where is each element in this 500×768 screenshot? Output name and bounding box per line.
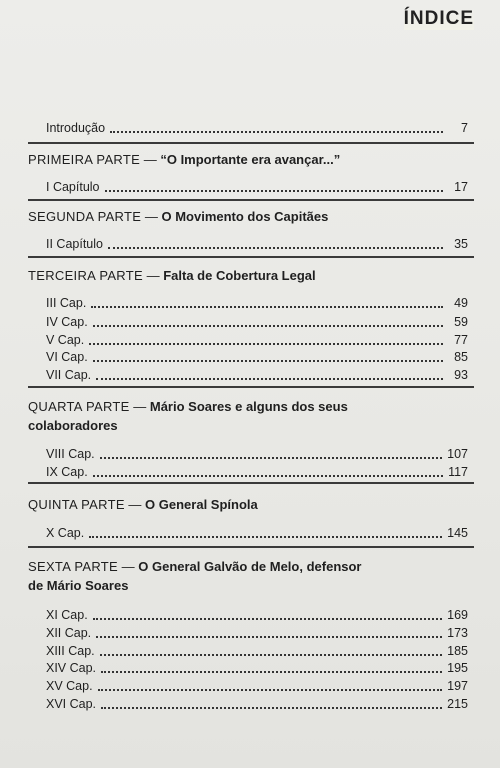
chapter-entry — [46, 292, 468, 310]
chapter-label: VII Cap. — [46, 368, 92, 382]
chapter-entry — [46, 176, 468, 194]
dot-leader — [93, 617, 442, 620]
chapter-page: 85 — [454, 350, 468, 364]
part-title: Mário Soares e alguns dos seus — [149, 399, 348, 414]
chapter-entry — [46, 311, 468, 329]
dot-leader — [93, 324, 443, 327]
part-title: O General Galvão de Melo, defensor — [138, 559, 362, 574]
chapter-entry — [46, 233, 468, 251]
chapter-entry — [46, 604, 468, 622]
dot-leader — [110, 130, 443, 133]
dot-leader — [89, 342, 443, 345]
dot-leader — [100, 456, 443, 459]
chapter-entry — [46, 364, 468, 382]
chapter-label: II Capítulo — [46, 237, 103, 251]
part-title-line2: colaboradores — [28, 418, 118, 433]
chapter-label: XII Cap. — [46, 626, 92, 640]
part-heading — [28, 557, 474, 595]
chapter-page: 117 — [448, 465, 468, 479]
chapter-entry — [46, 657, 468, 675]
chapter-label: XI Cap. — [46, 608, 88, 622]
dot-leader — [101, 670, 442, 673]
chapter-label: XVI Cap. — [46, 697, 97, 711]
intro-label: Introdução — [46, 121, 106, 135]
chapter-entry — [46, 675, 468, 693]
chapter-page: 17 — [454, 180, 468, 194]
dot-leader — [96, 377, 443, 380]
chapter-label: X Cap. — [46, 526, 85, 540]
section-rule — [28, 386, 474, 388]
dot-leader — [96, 635, 442, 638]
chapter-page: 195 — [447, 661, 468, 675]
dot-leader — [93, 474, 443, 477]
chapter-page: 49 — [454, 296, 468, 310]
part-heading — [28, 397, 474, 435]
chapter-entry — [46, 346, 468, 364]
dot-leader — [89, 535, 442, 538]
chapter-entry — [46, 693, 468, 711]
chapter-entry — [46, 522, 468, 540]
dot-leader — [93, 359, 443, 362]
part-title: “O Importante era avançar...” — [160, 152, 341, 167]
chapter-page: 35 — [454, 237, 468, 251]
section-rule — [28, 142, 474, 144]
chapter-label: III Cap. — [46, 296, 87, 310]
chapter-page: 93 — [454, 368, 468, 382]
part-dash: — — [133, 399, 147, 414]
chapter-label: VI Cap. — [46, 350, 88, 364]
chapter-label: V Cap. — [46, 333, 85, 347]
part-dash: — — [121, 559, 135, 574]
chapter-label: I Capítulo — [46, 180, 100, 194]
part-dash: — — [128, 497, 142, 512]
dot-leader — [91, 305, 443, 308]
dot-leader — [108, 246, 443, 249]
chapter-label: VIII Cap. — [46, 447, 95, 461]
chapter-label: XIV Cap. — [46, 661, 97, 675]
dot-leader — [98, 688, 443, 691]
part-heading — [28, 207, 474, 226]
part-heading — [28, 150, 474, 169]
intro-page: 7 — [461, 121, 468, 135]
chapter-entry — [46, 640, 468, 658]
part-dash: — — [144, 209, 158, 224]
chapter-page: 215 — [447, 697, 468, 711]
part-label: SEXTA PARTE — [28, 559, 118, 574]
dot-leader — [100, 653, 443, 656]
section-rule — [28, 546, 474, 548]
part-label: SEGUNDA PARTE — [28, 209, 142, 224]
part-dash: — — [146, 268, 160, 283]
chapter-page: 107 — [447, 447, 468, 461]
dot-leader — [101, 706, 442, 709]
chapter-page: 77 — [454, 333, 468, 347]
part-label: QUINTA PARTE — [28, 497, 125, 512]
part-title: O General Spínola — [145, 497, 258, 512]
index-title — [404, 8, 474, 30]
chapter-entry — [46, 443, 468, 461]
chapter-label: XV Cap. — [46, 679, 93, 693]
part-heading — [28, 495, 474, 514]
dot-leader — [105, 189, 443, 192]
index-title-text: ÍNDICE — [403, 8, 474, 29]
part-title-line2: de Mário Soares — [28, 578, 129, 593]
part-dash: — — [143, 152, 157, 167]
section-rule — [28, 256, 474, 258]
chapter-entry — [46, 329, 468, 347]
part-label: QUARTA PARTE — [28, 399, 130, 414]
chapter-entry — [46, 461, 468, 479]
chapter-page: 173 — [447, 626, 468, 640]
chapter-label: XIII Cap. — [46, 644, 95, 658]
chapter-label: IV Cap. — [46, 315, 88, 329]
part-heading — [28, 266, 474, 285]
part-title: Falta de Cobertura Legal — [163, 268, 316, 283]
chapter-page: 59 — [454, 315, 468, 329]
part-label: PRIMEIRA PARTE — [28, 152, 141, 167]
chapter-page: 185 — [447, 644, 468, 658]
chapter-label: IX Cap. — [46, 465, 88, 479]
chapter-page: 169 — [447, 608, 468, 622]
chapter-entry — [46, 622, 468, 640]
intro-entry — [46, 117, 468, 135]
section-rule — [28, 199, 474, 201]
part-label: TERCEIRA PARTE — [28, 268, 143, 283]
section-rule — [28, 482, 474, 484]
part-title: O Movimento dos Capitães — [161, 209, 329, 224]
chapter-page: 145 — [447, 526, 468, 540]
chapter-page: 197 — [447, 679, 468, 693]
